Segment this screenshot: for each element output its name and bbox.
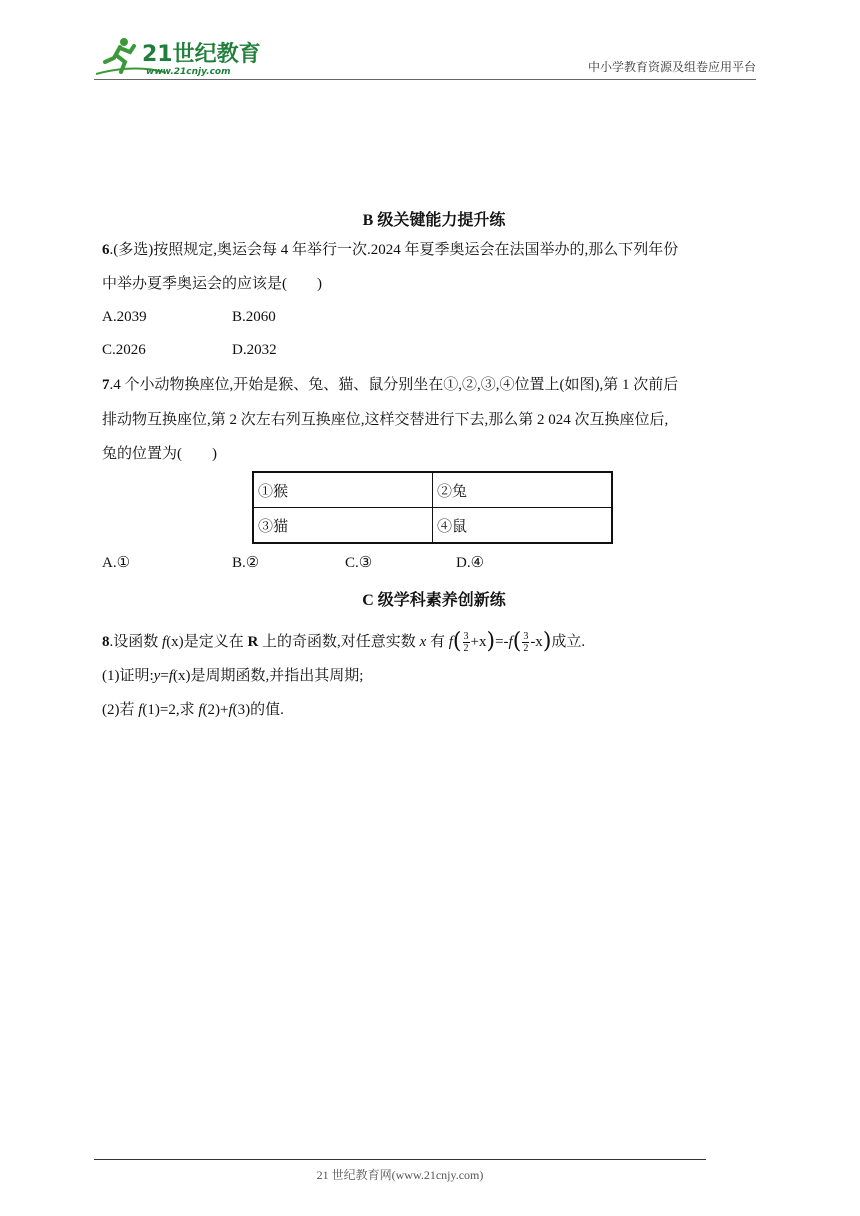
seat-2-rabbit: ②兔 — [433, 472, 613, 508]
seat-table — [252, 471, 613, 544]
formula-f-left: f — [448, 634, 453, 650]
q8-part1-y: y — [153, 668, 161, 684]
q6-option-c: C.2026 — [102, 342, 146, 358]
platform-name: 中小学教育资源及组卷应用平台 — [587, 60, 756, 74]
q8-paren-x: (x) — [166, 634, 184, 650]
fraction-right-num: 3 — [523, 631, 529, 643]
q6-option-b: B.2060 — [232, 309, 276, 325]
q8-part2-d: (3)的值. — [232, 702, 284, 718]
formula-f-right: f — [508, 634, 513, 650]
q8-part2-f1: f — [138, 702, 143, 718]
site-logo — [94, 34, 264, 80]
question-8-number: 8 — [102, 634, 110, 650]
table-row — [253, 508, 612, 544]
section-c-title: C 级学科素养创新练 — [362, 592, 506, 609]
question-8-part1 — [102, 666, 782, 686]
question-6-line1 — [102, 240, 782, 260]
q8-text-b: 是定义在 — [183, 634, 248, 650]
question-7-line3: 兔的位置为( ) — [102, 446, 217, 462]
seat-1-monkey: ①猴 — [253, 472, 433, 508]
q8-text-c: 上的奇函数,对任意实数 — [258, 634, 420, 650]
q8-part2-b: (1)=2,求 — [142, 702, 199, 718]
q6-option-a: A.2039 — [102, 309, 147, 325]
q6-option-d: D.2032 — [232, 342, 277, 358]
q8-text-a: .设函数 — [109, 634, 163, 650]
q8-f: f — [162, 634, 167, 650]
fraction-left — [463, 631, 470, 654]
q8-part1-a: (1)证明: — [102, 668, 154, 684]
q8-part1-eq: = — [160, 668, 169, 684]
q8-part2-f2: f — [198, 702, 203, 718]
q8-real-set: R — [247, 634, 259, 650]
fraction-right — [522, 631, 529, 654]
q8-part2-c: (2)+ — [202, 702, 229, 718]
question-7-line2: 排动物互换座位,第 2 次左右列互换座位,这样交替进行下去,那么第 2 024 次互换座位后, — [102, 412, 669, 428]
seat-3-cat: ③猫 — [253, 508, 433, 544]
formula-eq-neg: =- — [495, 634, 509, 650]
fraction-right-den: 2 — [523, 643, 529, 655]
seat-4-mouse: ④鼠 — [433, 508, 613, 544]
q7-option-d: D.④ — [456, 555, 485, 571]
fraction-left-num: 3 — [463, 631, 469, 643]
formula-plus-x: +x — [470, 634, 487, 650]
formula-minus-x: -x — [530, 634, 543, 650]
q8-part1-x: (x) — [172, 668, 191, 684]
header-divider — [94, 79, 756, 80]
question-6-text1: .(多选)按照规定,奥运会每 4 年举行一次.2024 年夏季奥运会在法国举办的,那么下列年份 — [109, 242, 679, 258]
question-6-line2: 中举办夏季奥运会的应该是( ) — [102, 276, 322, 292]
q8-part1-f: f — [168, 668, 173, 684]
q8-formula: f( $\frac{3}{2}$ +x)=-f( $\frac{3}{2}$ -x) — [448, 629, 552, 655]
question-7-text1: .4 个小动物换座位,开始是猴、兔、猫、鼠分别坐在①,②,③,④位置上(如图),第 1 次前后 — [109, 377, 679, 393]
q8-x: x — [419, 634, 427, 650]
table-row — [253, 472, 612, 508]
question-6-number: 6 — [102, 242, 110, 258]
question-8-line1 — [102, 628, 782, 656]
footer-divider — [94, 1159, 706, 1160]
section-b-title: B 级关键能力提升练 — [362, 212, 506, 229]
q8-part2-a: (2)若 — [102, 702, 139, 718]
logo-url: www.21cnjy.com — [146, 67, 231, 77]
footer-text: 21 世纪教育网(www.21cnjy.com) — [316, 1168, 484, 1182]
q8-part2-f3: f — [228, 702, 233, 718]
logo-text: 21世纪教育 — [142, 42, 261, 67]
fraction-left-den: 2 — [463, 643, 469, 655]
q8-part1-b: 是周期函数,并指出其周期; — [190, 668, 364, 684]
question-7-number: 7 — [102, 377, 110, 393]
q7-option-b: B.② — [232, 555, 260, 571]
question-8-part2 — [102, 700, 782, 720]
question-7-line1 — [102, 375, 782, 395]
q8-text-d: 有 — [426, 634, 449, 650]
q7-option-a: A.① — [102, 555, 131, 571]
q8-tail: 成立. — [551, 634, 586, 650]
q7-option-c: C.③ — [345, 555, 373, 571]
